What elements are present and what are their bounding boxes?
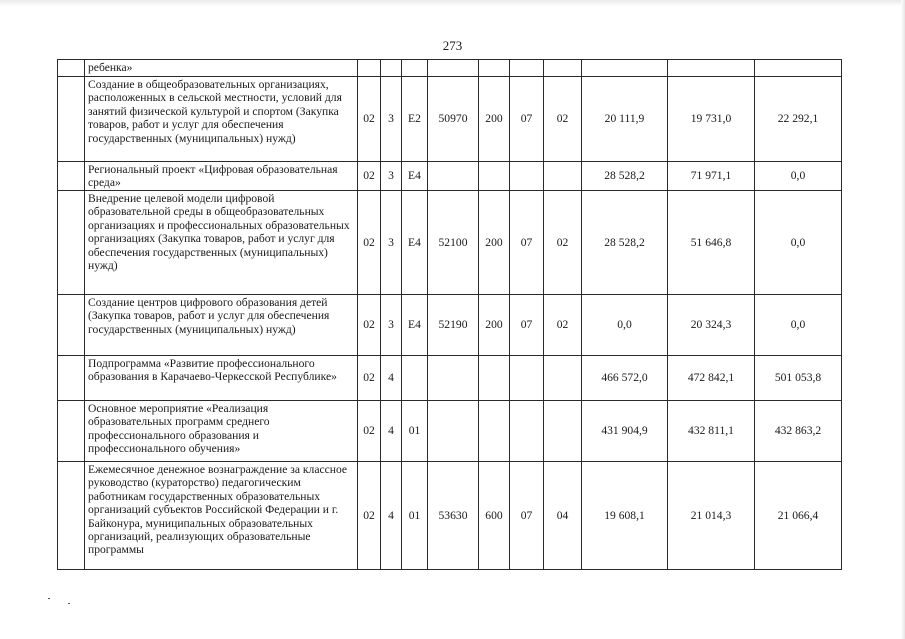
cell-rz [510,401,544,462]
scan-edge-top [0,0,905,6]
cell-sum1: 0,0 [582,295,668,356]
cell-sum1: 466 572,0 [582,356,668,401]
cell-sum3: 501 053,8 [755,356,842,401]
budget-table [57,59,842,570]
cell-sum1: 431 904,9 [582,401,668,462]
cell-sum3 [755,60,842,77]
cell-ner: 52100 [428,191,479,295]
table-row [58,77,842,162]
cell-pr [544,60,582,77]
cell-vr: 200 [479,295,510,356]
cell-ner [428,356,479,401]
cell-oe: Е4 [402,162,428,191]
cell-sum1: 28 528,2 [582,191,668,295]
row-name: Ежемесячное денежное вознаграждение за классное руководство (кураторство) педагогическим работникам государственных образовательных организаций субъектов Российской Федерации и г. Байконура, муниципальных образовательных организаций, реализующих образовательные программы [85,462,358,570]
cell-sum2: 71 971,1 [668,162,755,191]
cell-pr [544,162,582,191]
table-row [58,295,842,356]
cell-pp [381,60,402,77]
cell-rz: 07 [510,77,544,162]
cell-oe [402,60,428,77]
blank-cell [58,77,85,162]
cell-gp: 02 [358,356,381,401]
cell-sum2: 19 731,0 [668,77,755,162]
cell-pp: 4 [381,356,402,401]
cell-vr [479,356,510,401]
cell-sum2: 432 811,1 [668,401,755,462]
cell-sum2: 51 646,8 [668,191,755,295]
cell-oe [402,356,428,401]
scan-edge-right [901,0,905,639]
cell-gp: 02 [358,462,381,570]
cell-ner: 52190 [428,295,479,356]
cell-rz [510,356,544,401]
cell-sum3: 0,0 [755,295,842,356]
cell-rz [510,60,544,77]
row-name: Создание в общеобразовательных организациях, расположенных в сельской местности, условий для занятий физической культурой и спортом (Закупка товаров, работ и услуг для обеспечения государственных (муниципальных) нужд) [85,77,358,162]
cell-ner: 53630 [428,462,479,570]
cell-sum3: 21 066,4 [755,462,842,570]
row-name: Внедрение целевой модели цифровой образовательной среды в общеобразовательных организациях и профессиональных образовательных организациях (Закупка товаров, работ и услуг для обеспечения государственных (муниципальных) нужд) [85,191,358,295]
page-number: 273 [442,38,463,53]
table-row [58,60,842,77]
cell-sum2: 21 014,3 [668,462,755,570]
table-row [58,191,842,295]
blank-cell [58,191,85,295]
cell-gp: 02 [358,162,381,191]
cell-rz: 07 [510,462,544,570]
cell-sum2: 472 842,1 [668,356,755,401]
cell-vr [479,60,510,77]
cell-pr: 02 [544,77,582,162]
table-row [58,162,842,191]
row-name: ребенка» [85,60,358,77]
cell-vr: 200 [479,77,510,162]
cell-sum1 [582,60,668,77]
cell-pp: 3 [381,162,402,191]
cell-ner [428,401,479,462]
cell-sum2 [668,60,755,77]
cell-pp: 4 [381,462,402,570]
row-name: Создание центров цифрового образования детей (Закупка товаров, работ и услуг для обеспечения государственных (муниципальных) нужд) [85,295,358,356]
cell-sum3: 0,0 [755,191,842,295]
cell-sum3: 22 292,1 [755,77,842,162]
scan-speck [48,598,50,599]
cell-vr [479,401,510,462]
table-row [58,356,842,401]
blank-cell [58,356,85,401]
cell-pr: 04 [544,462,582,570]
cell-ner: 50970 [428,77,479,162]
blank-cell [58,295,85,356]
cell-sum1: 28 528,2 [582,162,668,191]
cell-vr: 200 [479,191,510,295]
cell-gp: 02 [358,191,381,295]
cell-gp [358,60,381,77]
cell-sum3: 432 863,2 [755,401,842,462]
cell-pp: 3 [381,77,402,162]
cell-oe: Е4 [402,191,428,295]
cell-pr: 02 [544,295,582,356]
cell-rz: 07 [510,191,544,295]
cell-ner [428,60,479,77]
table-row [58,401,842,462]
blank-cell [58,60,85,77]
cell-sum2: 20 324,3 [668,295,755,356]
cell-pp: 4 [381,401,402,462]
cell-pr: 02 [544,191,582,295]
cell-rz [510,162,544,191]
cell-sum3: 0,0 [755,162,842,191]
row-name: Основное мероприятие «Реализация образовательных программ среднего профессионального образования и профессионального обучения» [85,401,358,462]
cell-pp: 3 [381,191,402,295]
cell-oe: 01 [402,401,428,462]
blank-cell [58,462,85,570]
cell-oe: Е2 [402,77,428,162]
cell-oe: Е4 [402,295,428,356]
cell-pp: 3 [381,295,402,356]
cell-sum1: 19 608,1 [582,462,668,570]
table-body [58,60,842,570]
cell-oe: 01 [402,462,428,570]
cell-gp: 02 [358,77,381,162]
cell-pr [544,401,582,462]
cell-vr: 600 [479,462,510,570]
cell-gp: 02 [358,401,381,462]
table-row [58,462,842,570]
cell-vr [479,162,510,191]
blank-cell [58,162,85,191]
cell-rz: 07 [510,295,544,356]
scan-speck [68,603,70,604]
row-name: Региональный проект «Цифровая образовательная среда» [85,162,358,191]
cell-pr [544,356,582,401]
cell-gp: 02 [358,295,381,356]
row-name: Подпрограмма «Развитие профессионального образования в Карачаево-Черкесской Республике» [85,356,358,401]
cell-sum1: 20 111,9 [582,77,668,162]
blank-cell [58,401,85,462]
cell-ner [428,162,479,191]
